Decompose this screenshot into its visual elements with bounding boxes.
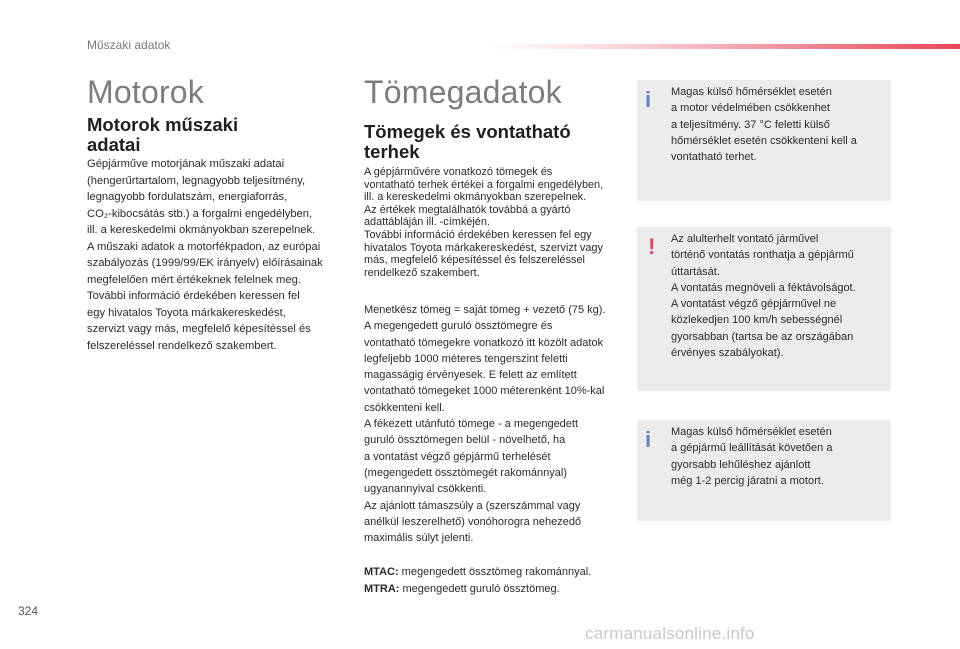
info-box-text: Magas külső hőmérséklet esetén a motor védelmében csökkenhet a teljesítmény. 37 °C feletti külső hőmérséklet esetén csökkenteni kell a vontatható terhet. <box>671 86 857 164</box>
header-accent-bar <box>490 44 960 49</box>
warning-box-text: Az alulterhelt vontató járművel történő vontatás ronthatja a gépjármű úttartását. A vontatás megnöveli a féktávolságot. A vontatást végző gépjárművel ne közlekedjen 100 km/h sebességnél gyorsabban (tartsa be az országában érvényes szabályokat). <box>671 233 856 360</box>
info-icon: i <box>645 427 652 452</box>
mtac-abbreviation: MTAC: <box>364 566 399 579</box>
weights-subtitle: Tömegek és vontatható terhek <box>364 121 571 162</box>
info-box-cooldown <box>637 420 891 521</box>
info-box-text: Magas külső hőmérséklet esetén a gépjármű leállítását követően a gyorsabb lehűléshez ajánlott még 1-2 percig járatni a motort. <box>671 426 833 487</box>
engines-title: Motorok <box>87 74 204 110</box>
mtra-definition <box>364 565 629 598</box>
warning-box-towing <box>637 227 891 391</box>
page-number: 324 <box>18 604 39 618</box>
weights-details: Menetkész tömeg = saját tömeg + vezető (75 kg). A megengedett guruló össztömegre és vontatható tömegekre vonatkozó itt közölt adatok legfeljebb 1000 méteres tengerszint feletti magasságig érvényesek. E felett az említett vontatható tömegeket 1000 méterenként 10%-kal csökkenteni kell. A fékezett utánfutó tömege - a megengedett guruló össztömegen belül - növelhető, ha a vontatást végző gépjármű terhelését (megengedett össztömegét rakománnyal) ugyanannyival csökkenti. Az ajánlott támaszsúly a (szerszámmal vagy anélkül leszerelhető) vonóhorogra nehezedő maximális súlyt jelenti. <box>364 304 606 545</box>
engines-body: Gépjárműve motorjának műszaki adatai (hengerűrtartalom, legnagyobb teljesítmény, legnagyobb fordulatszám, energiaforrás, CO₂-kibocsátás stb.) a forgalmi engedélyben, ill. a kereskedelmi okmányokban szerepelnek. A műszaki adatok a motorfékpadon, az európai szabályozás (1999/99/EK irányelv) előírásainak megfelelően mért értékeknek felelnek meg. További információ érdekében keressen fel egy hivatalos Toyota márkakereskedést, szervizt vagy más, megfelelő képesítéssel és felszereléssel rendelkező szakembert. <box>87 158 323 352</box>
info-icon: i <box>645 87 652 112</box>
weights-intro: A gépjárművére vonatkozó tömegek és vontatható terhek értékei a forgalmi engedélyben, ill. a kereskedelmi okmányokban szerepelnek. Az értékek megtalálhatók továbbá a gyártó adattábláján ill. -címkéjén. További információ érdekében keressen fel egy hivatalos Toyota márkakereskedést, szervizt vagy más, megfelelő képesítéssel és felszereléssel rendelkező szakembert. <box>364 166 604 279</box>
weights-title: Tömegadatok <box>364 74 562 110</box>
warning-icon: ! <box>648 234 656 259</box>
mtra-text: megengedett guruló össztömeg. <box>399 583 560 596</box>
section-label: Műszaki adatok <box>87 38 171 52</box>
info-box-temperature-power <box>637 80 891 201</box>
watermark: carmanualsonline.info <box>585 624 755 643</box>
mtac-text: megengedett össztömeg rakománnyal. <box>398 566 592 579</box>
mtra-abbreviation: MTRA: <box>364 583 400 596</box>
engines-subtitle: Motorok műszaki adatai <box>87 114 239 155</box>
